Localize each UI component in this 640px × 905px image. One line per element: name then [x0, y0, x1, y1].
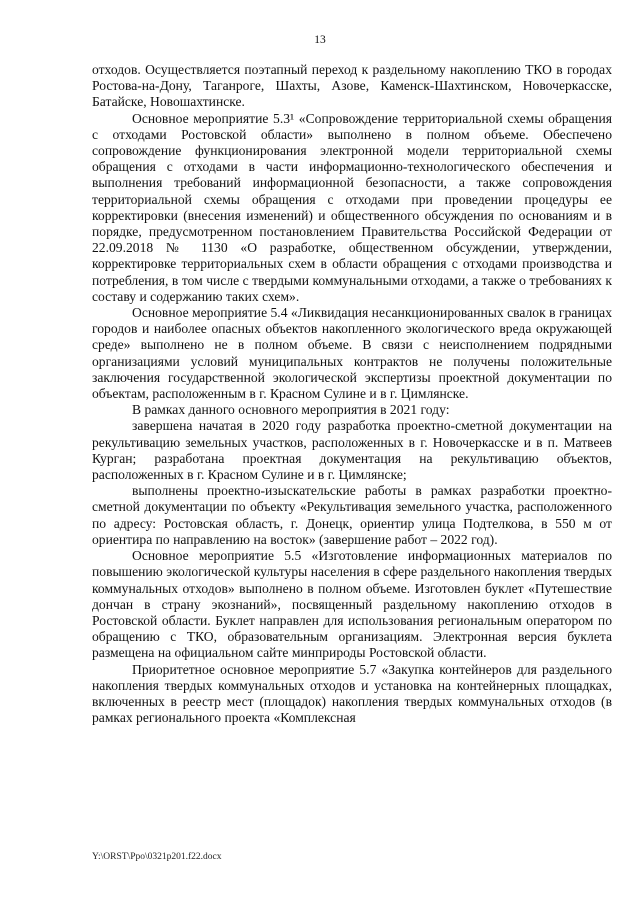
paragraph-measure-5-3: Основное мероприятие 5.3¹ «Сопровождение территориальной схемы обращения с отходами Ростовской области» выполнено в полном объеме. Обеспечено сопровождение функционирования электронной модели территориальной схемы обращения с отходами в части информационно-технологического обеспечения и выполнения требований информационной безопасности, а также сопровождения территориальной схемы обращения с отходами при проведении процедуры ее корректировки (внесения изменений) и общественного обсуждения по основаниям и в порядке, предусмотренном постановлением Правительства Российской Федерации от 22.09.2018 № 1130 «О разработке, общественном обсуждении, утверждении, корректировке территориальных схем в области обращения с отходами производства и потребления, в том числе с твердыми коммунальными отходами, а также о требованиях к составу и содержанию таких схем».: [92, 110, 612, 304]
paragraph-measure-5-7: Приоритетное основное мероприятие 5.7 «Закупка контейнеров для раздельного накопления твердых коммунальных отходов и установка на контейнерных площадках, включенных в реестр мест (площадок) накопления твердых коммунальных отходов (в рамках регионального проекта «Комплексная: [92, 661, 612, 726]
paragraph-continuation: отходов. Осуществляется поэтапный переход к раздельному накоплению ТКО в городах Ростова-на-Дону, Таганроге, Шахты, Азове, Каменск-Шахтинском, Новочеркасске, Батайске, Новошахтинске.: [92, 62, 612, 110]
body-text: [92, 62, 612, 726]
paragraph-measure-5-5: Основное мероприятие 5.5 «Изготовление информационных материалов по повышению экологической культуры населения в сфере раздельного накопления твердых коммунальных отходов» выполнено в полном объеме. Изготовлен буклет «Путешествие дончан в страну экознаний», посвященный раздельному накоплению отходов в Ростовской области. Буклет направлен для использования региональным оператором по обращению с ТКО, образовательным организациям. Электронная версия буклета размещена на официальном сайте минприроды Ростовской области.: [92, 548, 612, 661]
paragraph-survey-works: выполнены проектно-изыскательские работы в рамках разработки проектно-сметной документации по объекту «Рекультивация земельного участка, расположенного по адресу: Ростовская область, г. Донецк, ориентир улица Подтелкова, в 550 м от ориентира по направлению на восток» (завершение работ – 2022 год).: [92, 483, 612, 547]
paragraph-completed-design: завершена начатая в 2020 году разработка проектно-сметной документации на рекультивацию земельных участков, расположенных в г. Новочеркасске и в п. Матвеев Курган; разработана проектная документация на рекультивацию объектов, расположенных в г. Красном Сулине и в г. Цимлянске;: [92, 418, 612, 483]
paragraph-2021-intro: В рамках данного основного мероприятия в 2021 году:: [132, 402, 450, 418]
page-number: 13: [314, 34, 326, 46]
paragraph-measure-5-4: Основное мероприятие 5.4 «Ликвидация несанкционированных свалок в границах городов и наиболее опасных объектов накопленного экологического вреда окружающей среде» выполнено не в полном объеме. В связи с неисполнением подрядными организациями условий муниципальных контрактов не получены положительные заключения государственной экологической экспертизы проектной документации по объектам, расположенным в г. Красном Сулине и в г. Цимлянске.: [92, 305, 612, 402]
footer-file-path: Y:\ORST\Ppo\0321p201.f22.docx: [92, 852, 222, 862]
